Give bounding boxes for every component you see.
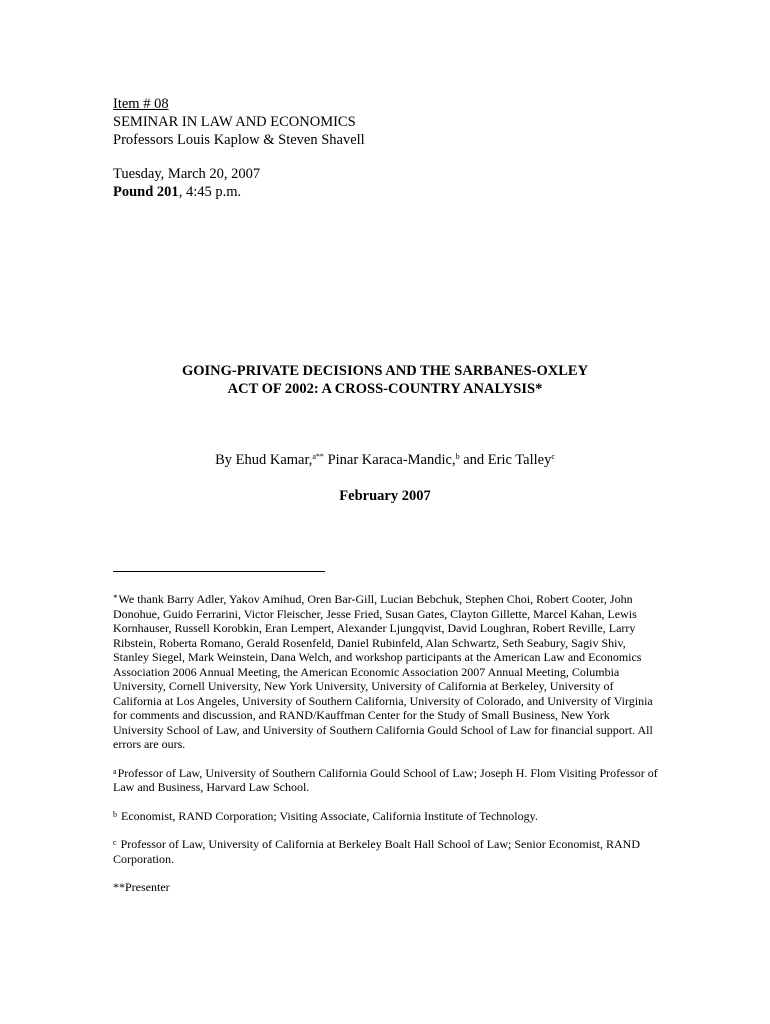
footnotes-section: [113, 592, 658, 909]
header-spacer: [113, 149, 365, 165]
item-number: Item # 08: [113, 96, 169, 112]
footnote-divider: [113, 571, 325, 572]
location-room: Pound 201: [113, 184, 179, 200]
seminar-date: Tuesday, March 20, 2007: [113, 166, 261, 182]
author-kamar: By Ehud Kamar,: [215, 452, 313, 468]
location-time: , 4:45 p.m.: [178, 184, 242, 200]
paper-title-line-2: ACT OF 2002: A CROSS-COUNTRY ANALYSIS*: [227, 381, 543, 397]
paper-date: February 2007: [339, 488, 431, 504]
seminar-location: [113, 183, 365, 201]
paper-title-line-1: GOING-PRIVATE DECISIONS AND THE SARBANES-OXLEY: [181, 363, 589, 379]
seminar-name: SEMINAR IN LAW AND ECONOMICS: [113, 114, 356, 130]
paper-title: [0, 362, 770, 398]
footnote-a: [113, 766, 658, 795]
footnote-b-text: Economist, RAND Corporation; Visiting Associate, California Institute of Technology.: [118, 808, 538, 823]
footnote-b: [113, 809, 658, 824]
footnote-c-text: Professor of Law, University of California at Berkeley Boalt Hall School of Law; Senior Economist, RAND Corporation.: [113, 837, 641, 866]
footnote-c: [113, 837, 658, 866]
footnote-star-marker: *: [113, 593, 118, 603]
seminar-header: [113, 95, 365, 201]
footnote-a-marker: a: [113, 766, 117, 776]
footnote-acknowledgments-text: We thank Barry Adler, Yakov Amihud, Oren Bar-Gill, Lucian Bebchuk, Stephen Choi, Robert Cooter, John Donohue, Guido Ferrarini, Victor Fleischer, Jesse Fried, Susan Gates, Clayton Gillette, Marcel Kahan, Lewis Kornhauser, Russell Korobkin, Eran Lempert, Alexander Ljungqvist, David Loughran, Robert Reville, Larry Ribstein, Roberta Romano, Gerald Rosenfeld, Daniel Rubinfeld, Alan Schwartz, Seth Seabury, Sagiv Shiv, Stanley Siegel, Mark Weinstein, Dana Welch, and workshop participants at the American Law and Economics Association 2006 Annual Meeting, the American Economic Association 2007 Annual Meeting, Columbia University, Cornell University, New York University, University of California at Berkeley, University of California at Los Angeles, University of Southern California, University of Colorado, and University of Virginia for comments and discussion, and RAND/Kauffman Center for the Study of Small Business, New York University School of Law, and University of Southern California Gould School of Law for financial support. All errors are ours.: [113, 592, 653, 751]
professors-line: Professors Louis Kaplow & Steven Shavell: [113, 132, 365, 148]
author-kamar-marker: a**: [312, 452, 324, 461]
footnote-c-marker: c: [113, 838, 117, 847]
author-talley: and Eric Talley: [459, 452, 552, 468]
footnote-b-marker: b: [113, 809, 117, 819]
footnote-a-text: Professor of Law, University of Southern California Gould School of Law; Joseph H. Flom Visiting Professor of Law and Business, Harvard Law School.: [113, 765, 658, 794]
footnote-acknowledgments: [113, 592, 658, 752]
footnote-presenter: **Presenter: [113, 880, 170, 894]
author-karaca-mandic: Pinar Karaca-Mandic,: [323, 452, 456, 468]
author-line: [0, 450, 770, 470]
author-talley-marker: c: [551, 452, 555, 461]
author-karaca-mandic-marker: b: [455, 452, 460, 461]
